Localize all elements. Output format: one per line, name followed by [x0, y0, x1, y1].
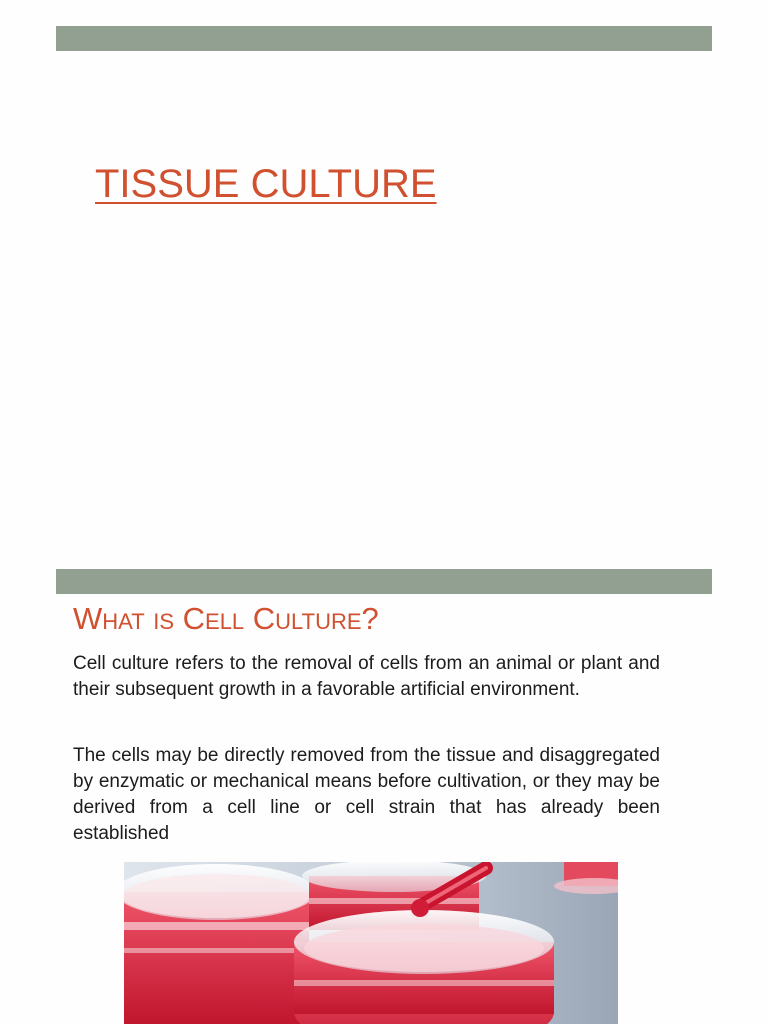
body-paragraph: Cell culture refers to the removal of cells from an animal or plant and their subsequent growth in a favorable artificial environment.: [73, 653, 660, 700]
section-heading: What is Cell Culture?: [73, 601, 379, 636]
body-paragraph: The cells may be directly removed from the tissue and disaggregated by enzymatic or mechanical means before cultivation, or they may be derived from a cell line or cell strain that has already been established: [73, 745, 660, 844]
slide-header-band: [56, 569, 712, 594]
slide-title: TISSUE CULTURE: [95, 162, 437, 206]
slide-header-band: [56, 26, 712, 51]
petri-dish-photo: [124, 862, 618, 1024]
